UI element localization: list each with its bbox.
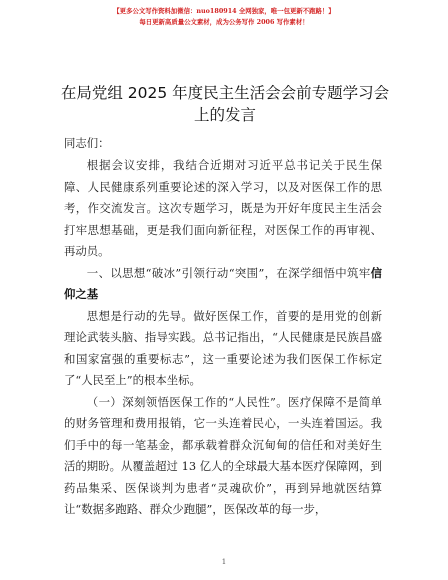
promo-banner-line-1: 【更多公文写作资料加微信：nuo180914 全网独家，唯一包更新不跑路！】	[113, 7, 335, 15]
document-title: 在局党组 2025 年度民主生活会会前专题学习会上的发言	[60, 84, 390, 124]
section-heading-1-text: 一、以思想“破冰”引领行动“突围”，在深学细悟中筑牢	[86, 265, 371, 280]
promo-banner-line-2: 每日更新高质量公文素材，成为公务写作 2006 写作素材！	[139, 18, 309, 26]
page-number: 1	[221, 558, 227, 566]
paragraph-intro: 根据会议安排，我结合近期对习近平总书记关于民生保障、人民健康系列重要论述的深入学习，以及对医保工作的思考，作交流发言。这次专题学习，既是为开好年度民主生活会打牢思想基础，更是我们面向新征程，对医保工作的再审视、再动员。	[64, 158, 382, 258]
paragraph-subsection-1: （一）深刻领悟医保工作的“人民性”。医疗保障不是简单的财务管理和费用报销，它一头连着民心，一头连着国运。我们手中的每一笔基金，都承载着群众沉甸甸的信任和对美好生活的期盼。从覆盖超过 13 亿人的全球最大基本医疗保障网，到药品集采、医保谈判为患者“灵魂砍价”，再到异地就医结算让“数据多跑路、群众少跑腿”，医保改革的每一步，	[64, 394, 382, 516]
paragraph-thought: 思想是行动的先导。做好医保工作，首要的是用党的创新理论武装头脑、指导实践。总书记指出，“人民健康是民族昌盛和国家富强的重要标志”，这一重要论述为我们医保工作标定了“人民至上”的根本坐标。	[64, 308, 382, 387]
promo-banner	[0, 6, 448, 28]
section-heading-1	[64, 263, 382, 306]
document-body	[64, 155, 382, 521]
salutation: 同志们：	[64, 136, 110, 150]
section-heading-1-bold: 信仰之基	[64, 265, 382, 301]
